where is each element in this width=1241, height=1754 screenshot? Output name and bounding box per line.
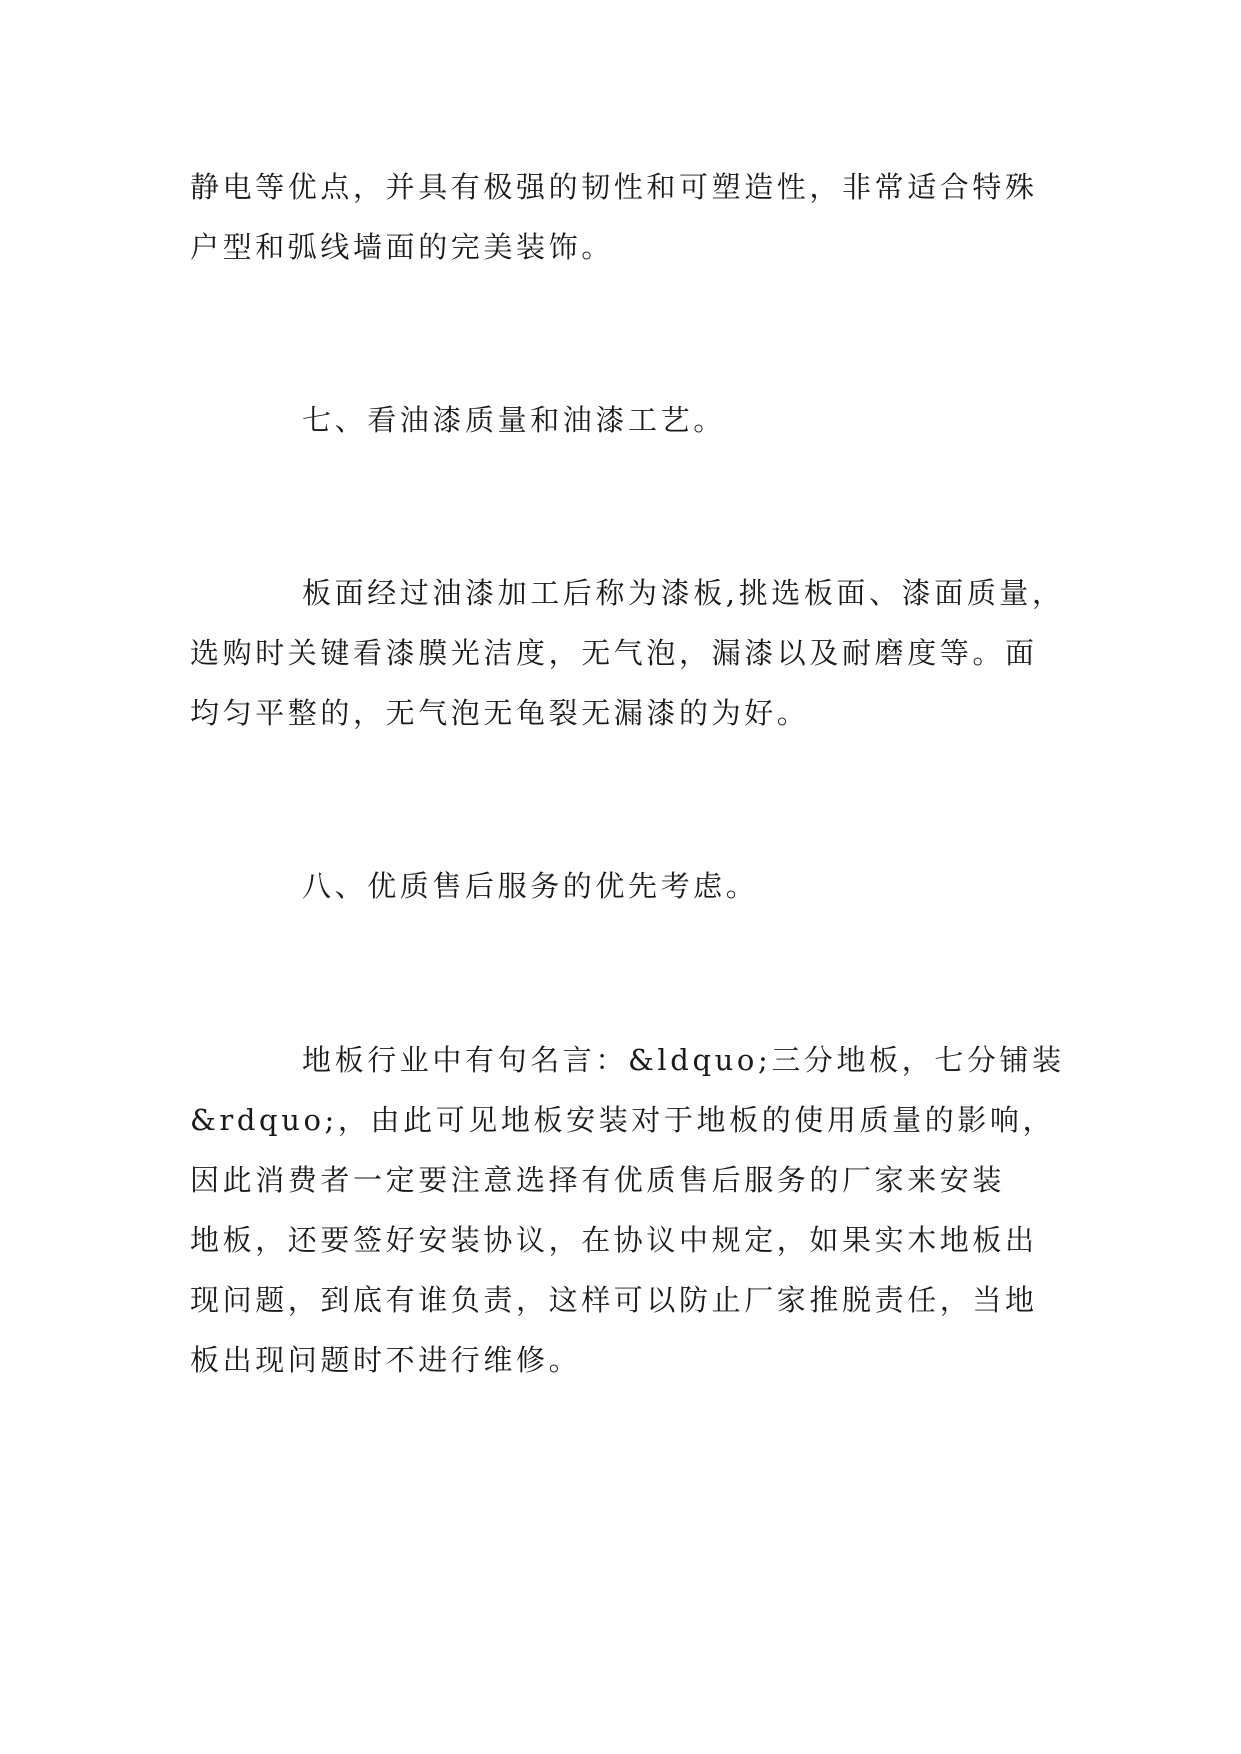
paragraph-1-line-2: 户型和弧线墙面的完美装饰。 <box>190 230 614 264</box>
paragraph-3-line-3: 均匀平整的，无气泡无龟裂无漏漆的为好。 <box>190 696 810 730</box>
paragraph-5-line-2: &rdquo;，由此可见地板安装对于地板的使用质量的影响， <box>190 1103 1056 1137</box>
paragraph-5-line-6: 板出现问题时不进行维修。 <box>190 1343 582 1377</box>
paragraph-5-line-1: 地板行业中有句名言：&ldquo;三分地板，七分铺装 <box>302 1043 1065 1077</box>
section-heading-7: 七、看油漆质量和油漆工艺。 <box>302 403 726 437</box>
section-heading-8: 八、优质售后服务的优先考虑。 <box>302 869 759 903</box>
paragraph-1-line-1: 静电等优点，并具有极强的韧性和可塑造性，非常适合特殊 <box>190 170 1038 204</box>
paragraph-5-line-5: 现问题，到底有谁负责，这样可以防止厂家推脱责任，当地 <box>190 1283 1038 1317</box>
paragraph-3-line-2: 选购时关键看漆膜光洁度，无气泡，漏漆以及耐磨度等。面 <box>190 636 1038 670</box>
paragraph-3-line-1: 板面经过油漆加工后称为漆板,挑选板面、漆面质量， <box>302 576 1065 610</box>
paragraph-5-line-3: 因此消费者一定要注意选择有优质售后服务的厂家来安装 <box>190 1163 1006 1197</box>
paragraph-5-line-4: 地板，还要签好安装协议，在协议中规定，如果实木地板出 <box>190 1223 1038 1257</box>
